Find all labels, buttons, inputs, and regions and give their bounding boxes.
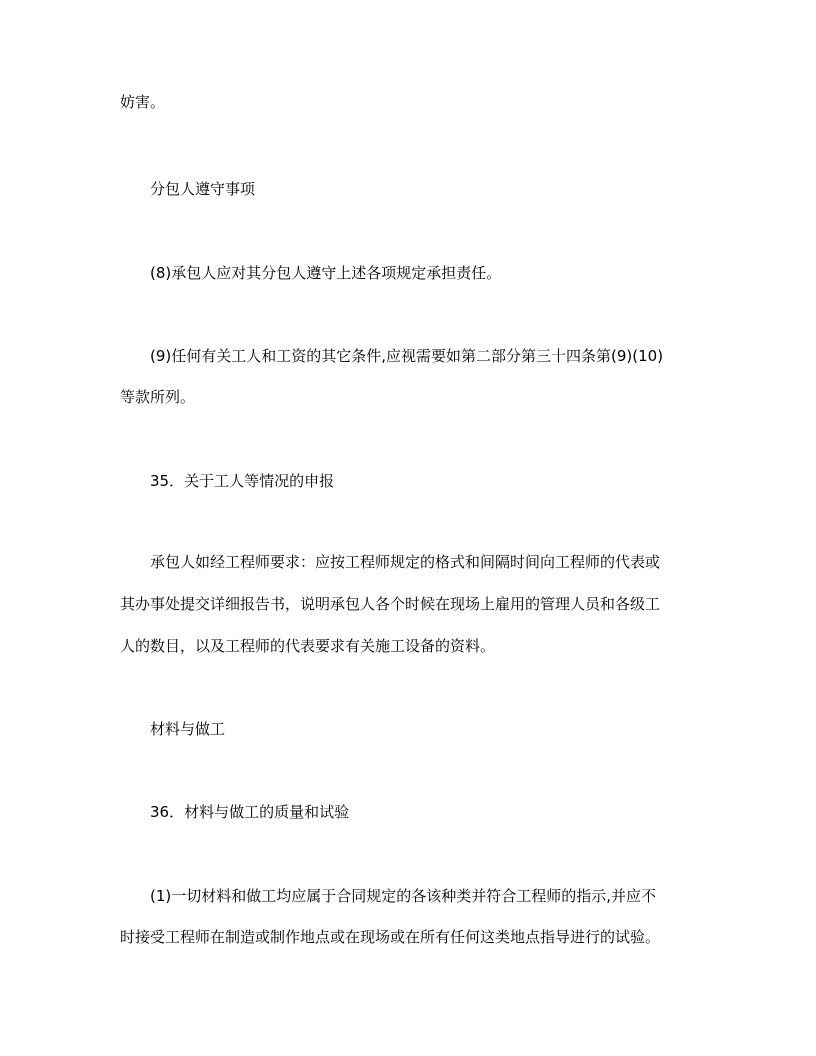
article-36-heading: 36．材料与做工的质量和试验	[150, 803, 350, 821]
clause-8: (8)承包人应对其分包人遵守上述各项规定承担责任。	[150, 264, 502, 282]
text-line-continuation: 妨害。	[120, 93, 166, 111]
clause-9-line-1: (9)任何有关工人和工资的其它条件,应视需要如第二部分第三十四条第(9)(10)	[150, 347, 664, 365]
article-35-heading: 35．关于工人等情况的申报	[150, 472, 335, 490]
clause-36-1-line-2: 时接受工程师在制造或制作地点或在现场或在所有任何这类地点指导进行的试验。	[120, 928, 661, 946]
article-35-para-line-1: 承包人如经工程师要求：应按工程师规定的格式和间隔时间向工程师的代表或	[150, 553, 661, 571]
section-heading-subcontractor: 分包人遵守事项	[150, 180, 256, 198]
section-heading-materials: 材料与做工	[150, 720, 226, 738]
article-35-para-line-3: 人的数目，以及工程师的代表要求有关施工设备的资料。	[120, 637, 496, 655]
clause-36-1-line-1: (1)一切材料和做工均应属于合同规定的各该种类并符合工程师的指示,并应不	[150, 887, 657, 905]
article-35-para-line-2: 其办事处提交详细报告书，说明承包人各个时候在现场上雇用的管理人员和各级工	[120, 595, 661, 613]
clause-9-line-2: 等款所列。	[120, 388, 196, 406]
